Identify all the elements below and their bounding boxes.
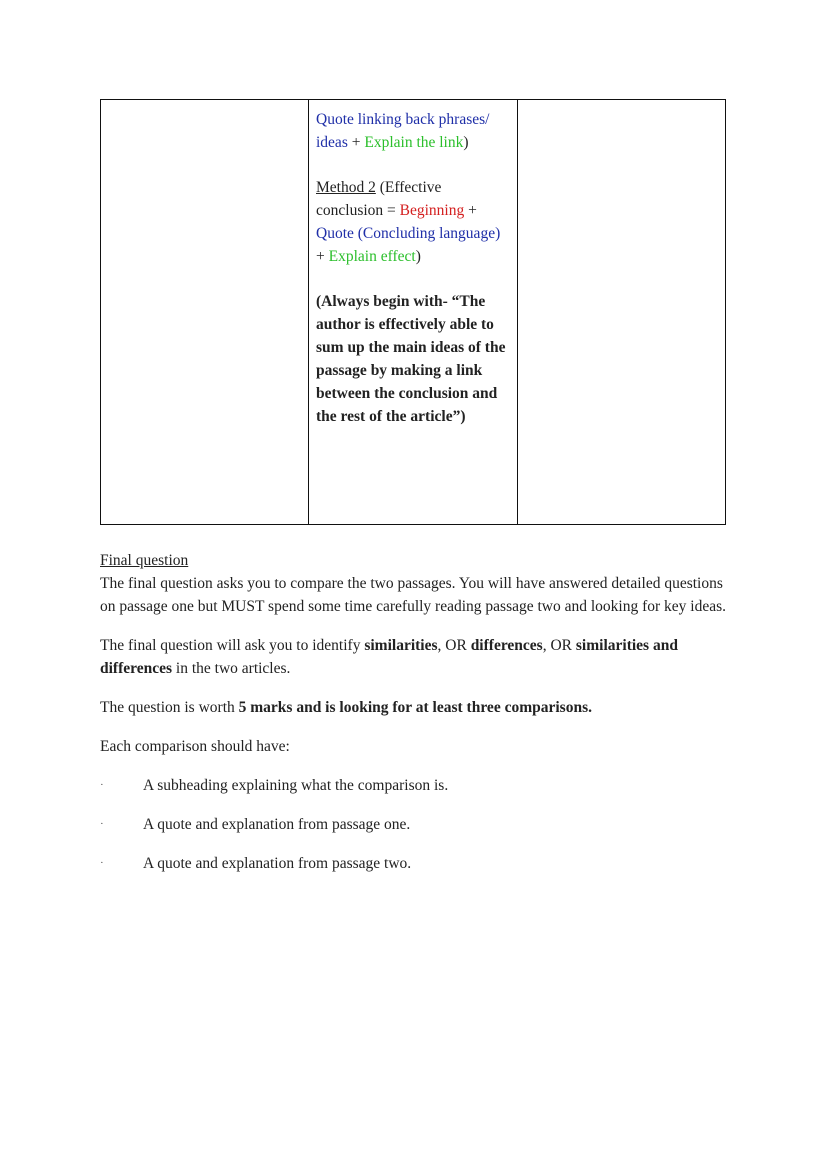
list-item: · A quote and explanation from passage one.: [100, 813, 730, 836]
comparison-lead: Each comparison should have:: [100, 738, 290, 755]
method-2-instruction: Method 2 (Effective conclusion = Beginning + Quote (Concluding language) + Explain effect): [316, 179, 501, 265]
explain-link-text: Explain the link: [364, 134, 464, 151]
final-question-section: [100, 549, 730, 875]
bullet-dot: ·: [100, 857, 104, 869]
bullet-dot: ·: [100, 779, 104, 791]
always-begin-note: (Always begin with- “The author is effectively able to sum up the main ideas of the passage by making a link between the conclusion and the rest of the article”): [316, 293, 506, 425]
method-2-label: Method 2: [316, 179, 376, 196]
method-table: [100, 99, 726, 525]
linking-instruction: Quote linking back phrases/ ideas + Explain the link): [316, 111, 490, 151]
section-heading: Final question: [100, 552, 189, 569]
table-cell-left: [101, 100, 309, 524]
list-item: · A subheading explaining what the comparison is.: [100, 774, 730, 797]
quote-concluding-text: Quote (Concluding language): [316, 225, 501, 242]
quote-linking-text: Quote linking back phrases/ ideas: [316, 111, 490, 151]
comparison-list: [100, 774, 730, 875]
table-cell-middle: [309, 100, 518, 524]
identify-paragraph: The final question will ask you to identify similarities, OR differences, OR similarities and differences in the two articles.: [100, 637, 678, 677]
bullet-dot: ·: [100, 818, 104, 830]
intro-paragraph: The final question asks you to compare the two passages. You will have answered detailed questions on passage one but MUST spend some time carefully reading passage two and looking for key ideas.: [100, 575, 727, 615]
beginning-text: Beginning: [399, 202, 465, 219]
marks-paragraph: The question is worth 5 marks and is looking for at least three comparisons.: [100, 699, 592, 716]
table-cell-right: [518, 100, 725, 524]
explain-effect-text: Explain effect: [328, 248, 416, 265]
list-item: · A quote and explanation from passage two.: [100, 852, 730, 875]
